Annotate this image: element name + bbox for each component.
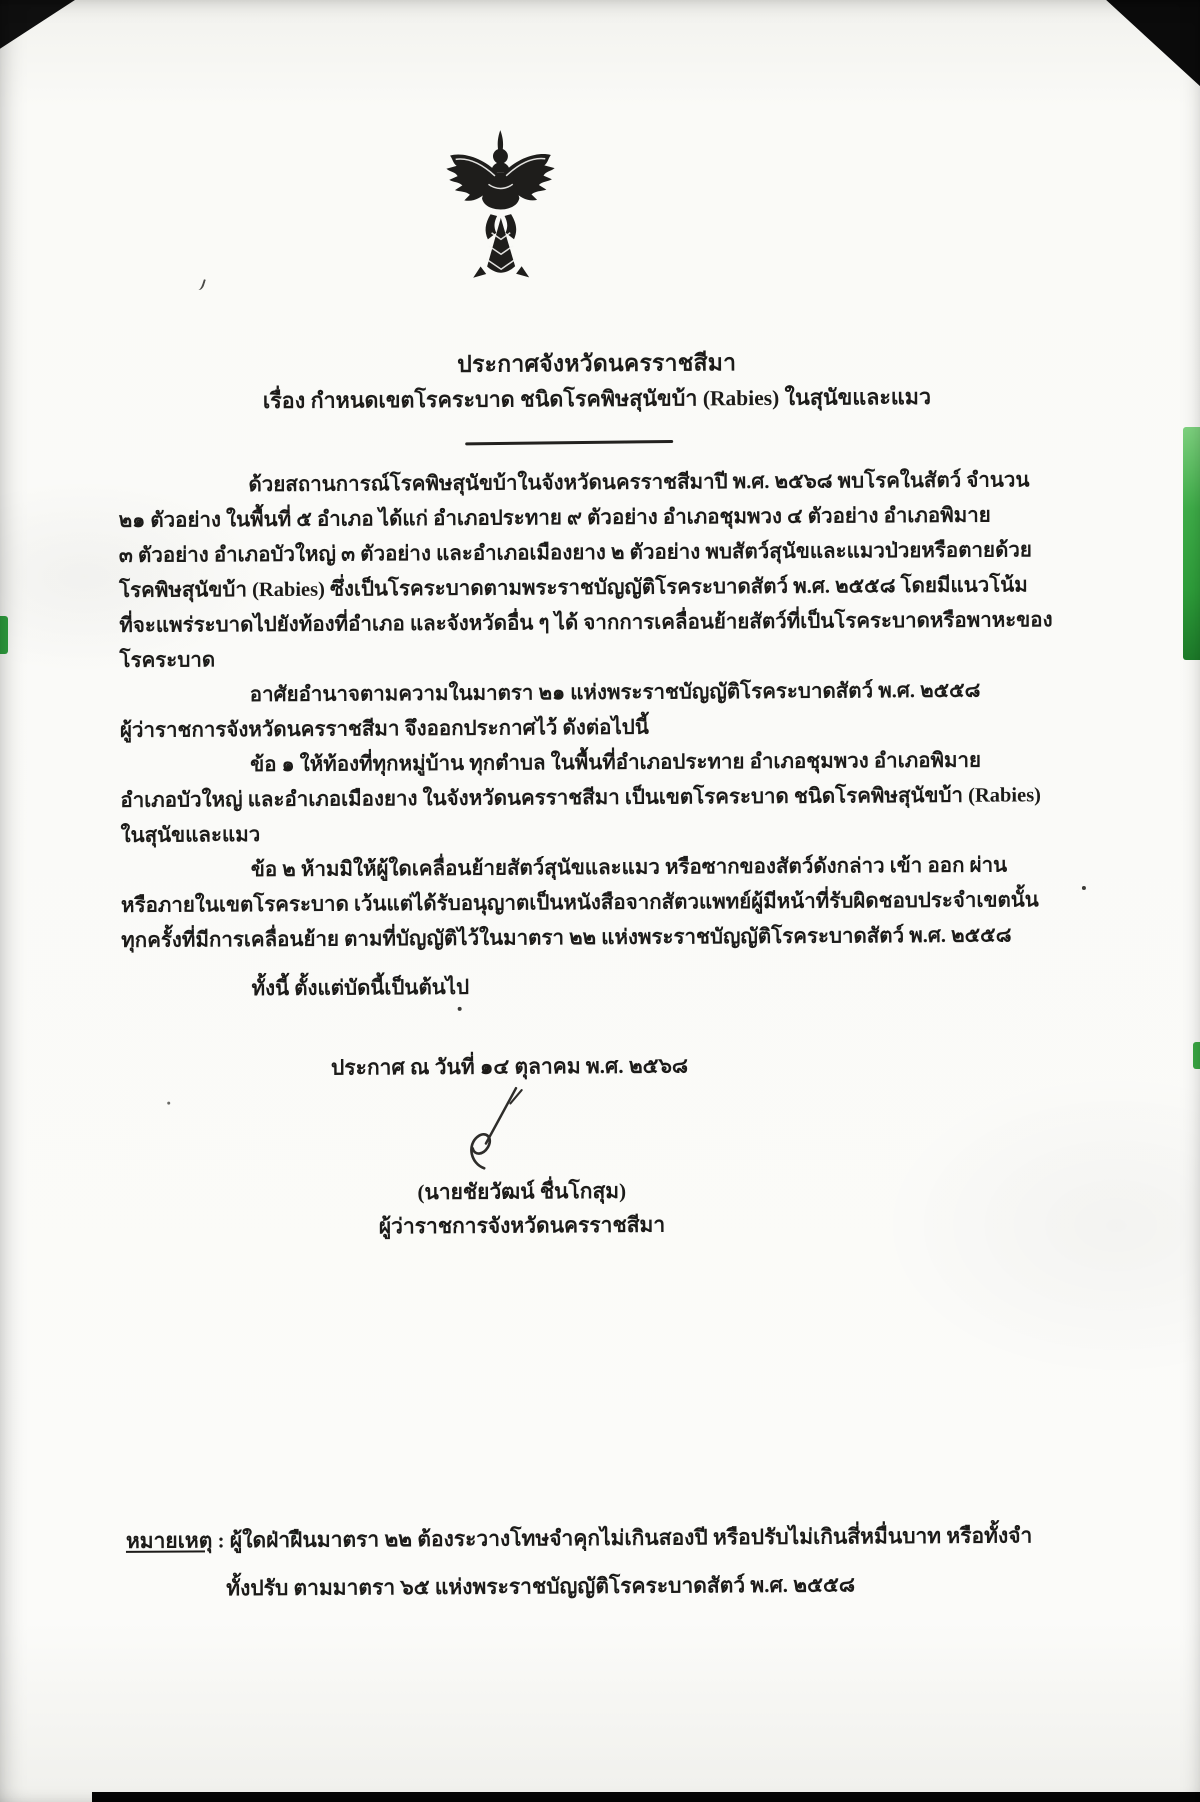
document-subject: เรื่อง กำหนดเขตโรคระบาด ชนิดโรคพิษสุนัขบ้า (Rabies) ในสุนัขและแมว [262, 384, 932, 414]
header-divider-line [465, 440, 673, 445]
body-line: ข้อ ๒ ห้ามมิให้ผู้ใดเคลื่อนย้ายสัตว์สุนัขและแมว หรือซากของสัตว์ดังกล่าว เข้า ออก ผ่าน [250, 854, 1008, 882]
footnote-line-2: ทั้งปรับ ตามมาตรา ๖๕ แห่งพระราชบัญญัติโรคระบาดสัตว์ พ.ศ. ๒๕๕๘ [226, 1572, 856, 1601]
handwritten-signature [451, 1082, 538, 1178]
footnote-label: หมายเหตุ [125, 1528, 213, 1553]
body-line: โรคระบาด [119, 649, 216, 672]
footnote-separator: : [212, 1528, 230, 1553]
signatory-name: (นายชัยวัฒน์ ชื่นโกสุม) [417, 1178, 627, 1205]
body-line: อาศัยอำนาจตามความในมาตรา ๒๑ แห่งพระราชบัญญัติโรคระบาดสัตว์ พ.ศ. ๒๕๕๘ [249, 679, 981, 707]
scan-artifact-dot [458, 1007, 462, 1011]
announcement-date-line: ประกาศ ณ วันที่ ๑๔ ตุลาคม พ.ศ. ๒๕๖๘ [330, 1053, 689, 1080]
scan-artifact-dot [167, 1102, 170, 1105]
body-line: โรคพิษสุนัขบ้า (Rabies) ซึ่งเป็นโรคระบาดตามพระราชบัญญัติโรคระบาดสัตว์ พ.ศ. ๒๕๕๘ โดยมีแนวโน้ม [119, 574, 1028, 602]
body-line: ด้วยสถานการณ์โรคพิษสุนัขบ้าในจังหวัดนครราชสีมาปี พ.ศ. ๒๕๖๘ พบโรคในสัตว์ จำนวน [248, 469, 1030, 497]
body-line: ข้อ ๑ ให้ท้องที่ทุกหมู่บ้าน ทุกตำบล ในพื้นที่อำเภอประทาย อำเภอชุมพวง อำเภอพิมาย [250, 749, 982, 777]
body-line: อำเภอบัวใหญ่ และอำเภอเมืองยาง ในจังหวัดนครราชสีมา เป็นเขตโรคระบาด ชนิดโรคพิษสุนัขบ้า (Rabies) [120, 784, 1042, 812]
body-line: ทุกครั้งที่มีการเคลื่อนย้าย ตามที่บัญญัติไว้ในมาตรา ๒๒ แห่งพระราชบัญญัติโรคระบาดสัตว์ พ.ศ. ๒๕๕๘ [121, 924, 1012, 952]
body-line: ในสุนัขและแมว [120, 824, 261, 847]
body-line: ที่จะแพร่ระบาดไปยังท้องที่อำเภอ และจังหวัดอื่น ๆ ได้ จากการเคลื่อนย้ายสัตว์ที่เป็นโรคระบาดหรือพาหะของ [119, 609, 1053, 637]
body-line: ทั้งนี้ ตั้งแต่บัดนี้เป็นต้นไป [251, 976, 470, 1001]
body-line: หรือภายในเขตโรคระบาด เว้นแต่ได้รับอนุญาตเป็นหนังสือจากสัตวแพทย์ผู้มีหน้าที่รับผิดชอบประจำเขตนั้น [120, 889, 1039, 917]
body-line: ๓ ตัวอย่าง อำเภอบัวใหญ่ ๓ ตัวอย่าง และอำเภอเมืองยาง ๒ ตัวอย่าง พบสัตว์สุนัขและแมวป่วยหรือตายด้วย [118, 539, 1032, 567]
body-line: ๒๑ ตัวอย่าง ในพื้นที่ ๕ อำเภอ ได้แก่ อำเภอประทาย ๙ ตัวอย่าง อำเภอชุมพวง ๔ ตัวอย่าง อำเภอพิมาย [118, 504, 991, 532]
document-title: ประกาศจังหวัดนครราชสีมา [457, 350, 737, 377]
footnote-text-1: ผู้ใดฝ่าฝืนมาตรา ๒๒ ต้องระวางโทษจำคุกไม่เกินสองปี หรือปรับไม่เกินสี่หมื่นบาท หรือทั้งจำ [229, 1523, 1033, 1553]
scan-artifact-stray-mark [196, 278, 206, 292]
garuda-emblem-icon [444, 126, 557, 289]
body-line: ผู้ว่าราชการจังหวัดนครราชสีมา จึงออกประกาศไว้ ดังต่อไปนี้ [119, 716, 649, 742]
footnote-line-1 [126, 1519, 1033, 1558]
document-body [118, 463, 1089, 1008]
signatory-title: ผู้ว่าราชการจังหวัดนครราชสีมา [378, 1212, 666, 1239]
